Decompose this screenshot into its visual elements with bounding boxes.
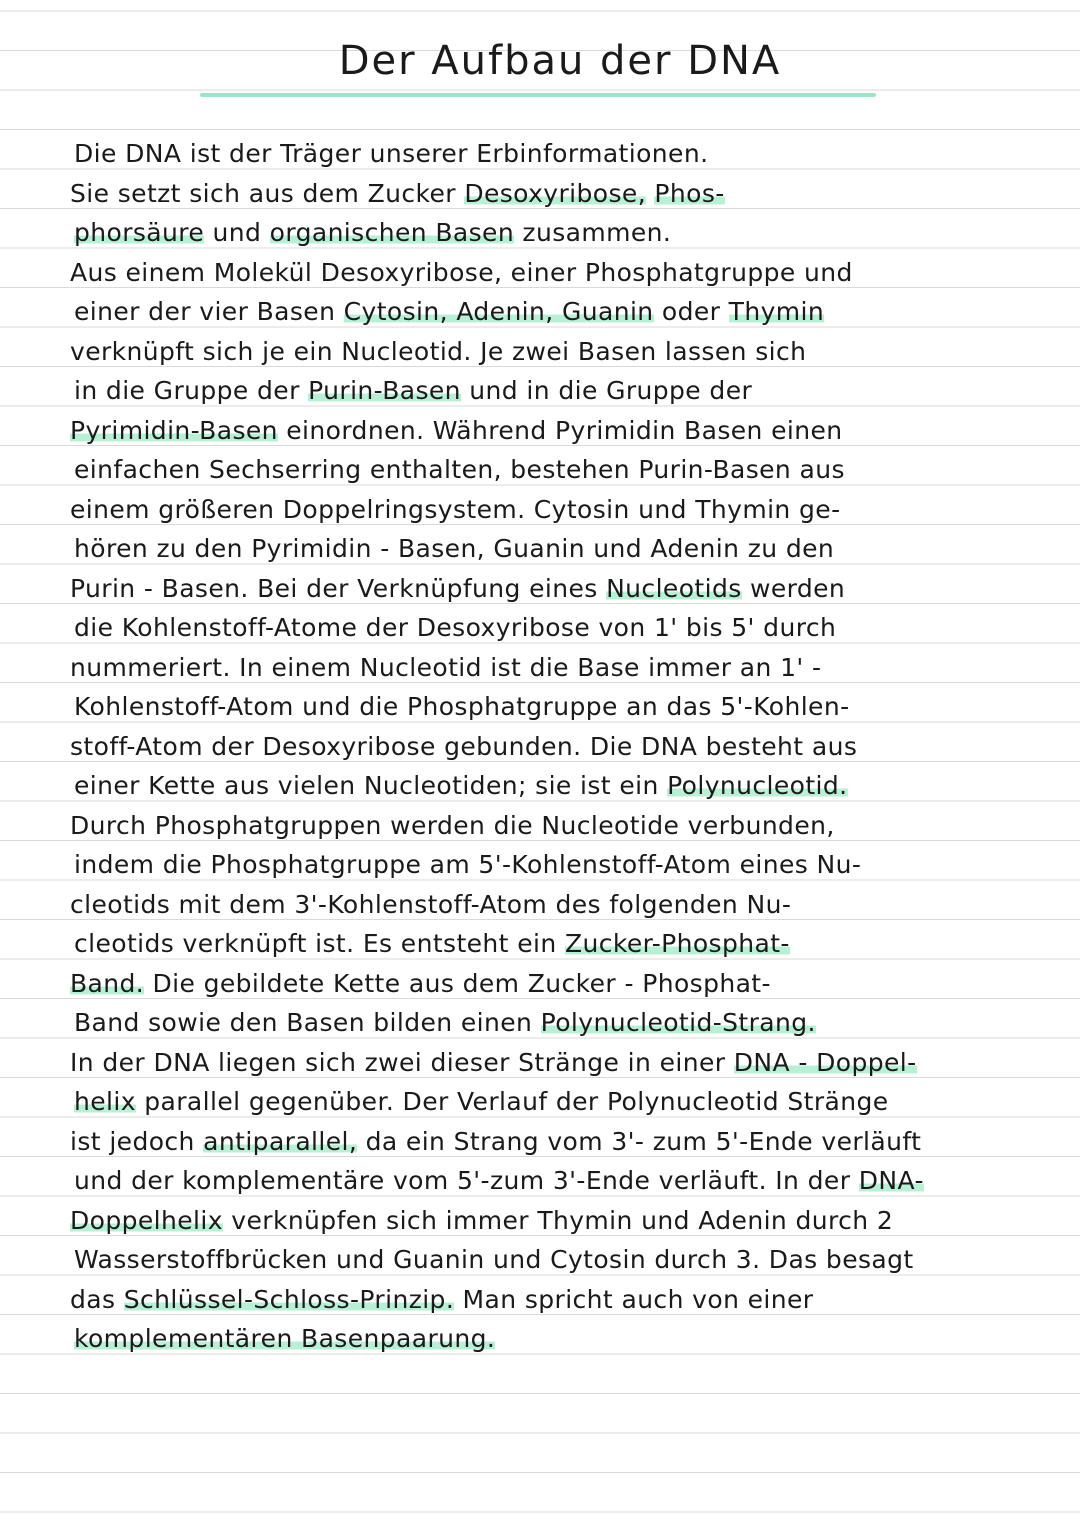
text-segment: cleotids mit dem 3'-Kohlenstoff-Atom des folgenden Nu-: [70, 889, 792, 919]
text-segment: einfachen Sechserring enthalten, bestehen Purin-Basen aus: [74, 455, 845, 484]
text-segment: Kohlenstoff-Atom und die Phosphatgruppe an das 5'-Kohlen-: [74, 692, 850, 721]
text-line: [70, 569, 1030, 609]
highlighted-term: Pyrimidin-Basen: [70, 415, 278, 445]
text-line: [70, 806, 1030, 846]
text-segment: die Kohlenstoff-Atome der Desoxyribose von 1' bis 5' durch: [74, 613, 837, 642]
text-line: [70, 924, 1030, 964]
text-segment: In der DNA liegen sich zwei dieser Stränge in einer: [70, 1047, 734, 1077]
text-segment: einordnen. Während Pyrimidin Basen einen: [277, 415, 843, 445]
text-segment: stoff-Atom der Desoxyribose gebunden. Die DNA besteht aus: [70, 731, 858, 761]
text-segment: Sie setzt sich aus dem Zucker: [70, 178, 465, 208]
highlighted-term: Thymin: [728, 297, 825, 326]
text-segment: nummeriert. In einem Nucleotid ist die Base immer an 1' -: [70, 652, 822, 682]
text-segment: parallel gegenüber. Der Verlauf der Polynucleotid Stränge: [135, 1087, 889, 1116]
text-segment: Die DNA ist der Träger unserer Erbinformationen.: [74, 139, 709, 168]
text-segment: und in die Gruppe der: [460, 376, 753, 405]
text-line: [70, 529, 1030, 569]
title-wrap: [0, 38, 1080, 84]
text-line: [70, 1161, 1030, 1201]
text-line: [70, 1043, 1030, 1083]
text-segment: und: [204, 218, 270, 247]
text-line: [70, 292, 1030, 332]
highlighted-term: Nucleotids: [606, 573, 742, 603]
text-segment: Purin - Basen. Bei der Verknüpfung eines: [70, 573, 607, 603]
text-segment: Band sowie den Basen bilden einen: [74, 1008, 541, 1037]
text-line: [70, 845, 1030, 885]
highlighted-term: Desoxyribose,: [464, 178, 647, 208]
text-segment: einer Kette aus vielen Nucleotiden; sie ist ein: [74, 771, 668, 800]
text-line: [70, 253, 1030, 293]
text-line: [70, 1240, 1030, 1280]
text-segment: zusammen.: [514, 218, 672, 247]
text-segment: Durch Phosphatgruppen werden die Nucleotide verbunden,: [70, 810, 835, 840]
text-line: [70, 371, 1030, 411]
text-segment: Aus einem Molekül Desoxyribose, einer Phosphatgruppe und: [70, 257, 853, 287]
text-segment: hören zu den Pyrimidin - Basen, Guanin und Adenin zu den: [74, 534, 835, 563]
text-line: [70, 332, 1030, 372]
text-line: [70, 964, 1030, 1004]
highlighted-term: Band.: [70, 968, 145, 998]
text-segment: verknüpft sich je ein Nucleotid. Je zwei Basen lassen sich: [70, 336, 807, 366]
text-line: [70, 411, 1030, 451]
text-segment: indem die Phosphatgruppe am 5'-Kohlenstoff-Atom eines Nu-: [74, 850, 862, 879]
text-line: [70, 1201, 1030, 1241]
text-segment: Man spricht auch von einer: [454, 1284, 814, 1314]
text-segment: einem größeren Doppelringsystem. Cytosin und Thymin ge-: [70, 494, 841, 524]
highlighted-term: Purin-Basen: [308, 376, 461, 405]
highlighted-term: DNA-: [858, 1166, 924, 1195]
page-title: Der Aufbau der DNA: [338, 38, 782, 84]
highlighted-term: Zucker-Phosphat-: [564, 929, 790, 958]
text-line: [70, 687, 1030, 727]
text-line: [70, 1003, 1030, 1043]
text-segment: einer der vier Basen: [74, 297, 344, 326]
highlighted-term: Schlüssel-Schloss-Prinzip.: [123, 1284, 455, 1314]
text-segment: Die gebildete Kette aus dem Zucker - Phosphat-: [144, 968, 771, 998]
text-line: [70, 766, 1030, 806]
text-line: [70, 608, 1030, 648]
highlighted-term: Phos-: [654, 178, 725, 208]
highlighted-term: DNA - Doppel-: [733, 1047, 917, 1077]
highlighted-term: organischen Basen: [269, 218, 515, 247]
text-line: [70, 1280, 1030, 1320]
highlighted-term: Doppelhelix: [70, 1205, 223, 1235]
highlighted-term: komplementären Basenpaarung.: [74, 1324, 496, 1353]
text-segment: ist jedoch: [70, 1126, 204, 1156]
highlighted-term: Polynucleotid.: [667, 771, 848, 800]
note-text-block: [70, 134, 1030, 1359]
text-segment: da ein Strang vom 3'- zum 5'-Ende verläuft: [357, 1126, 922, 1156]
text-line: [70, 490, 1030, 530]
text-line: [70, 648, 1030, 688]
text-segment: das: [70, 1284, 124, 1314]
highlighted-term: antiparallel,: [203, 1126, 358, 1156]
text-segment: verknüpfen sich immer Thymin und Adenin durch 2: [222, 1205, 894, 1235]
text-line: [70, 450, 1030, 490]
highlighted-term: helix: [74, 1087, 136, 1116]
text-line: [70, 885, 1030, 925]
highlighted-term: phorsäure: [74, 218, 205, 247]
text-line: [70, 727, 1030, 767]
text-line: [70, 174, 1030, 214]
text-line: [70, 213, 1030, 253]
title-underline: [200, 93, 876, 97]
text-segment: Wasserstoffbrücken und Guanin und Cytosin durch 3. Das besagt: [74, 1245, 914, 1274]
text-segment: oder: [653, 297, 729, 326]
text-segment: und der komplementäre vom 5'-zum 3'-Ende verläuft. In der: [74, 1166, 859, 1195]
text-line: [70, 1319, 1030, 1359]
text-segment: werden: [741, 573, 846, 603]
text-line: [70, 1122, 1030, 1162]
text-segment: in die Gruppe der: [74, 376, 309, 405]
highlighted-term: Cytosin, Adenin, Guanin: [343, 297, 654, 326]
text-line: [70, 1082, 1030, 1122]
text-line: [70, 134, 1030, 174]
highlighted-term: Polynucleotid-Strang.: [540, 1008, 816, 1037]
text-segment: cleotids verknüpft ist. Es entsteht ein: [74, 929, 565, 958]
